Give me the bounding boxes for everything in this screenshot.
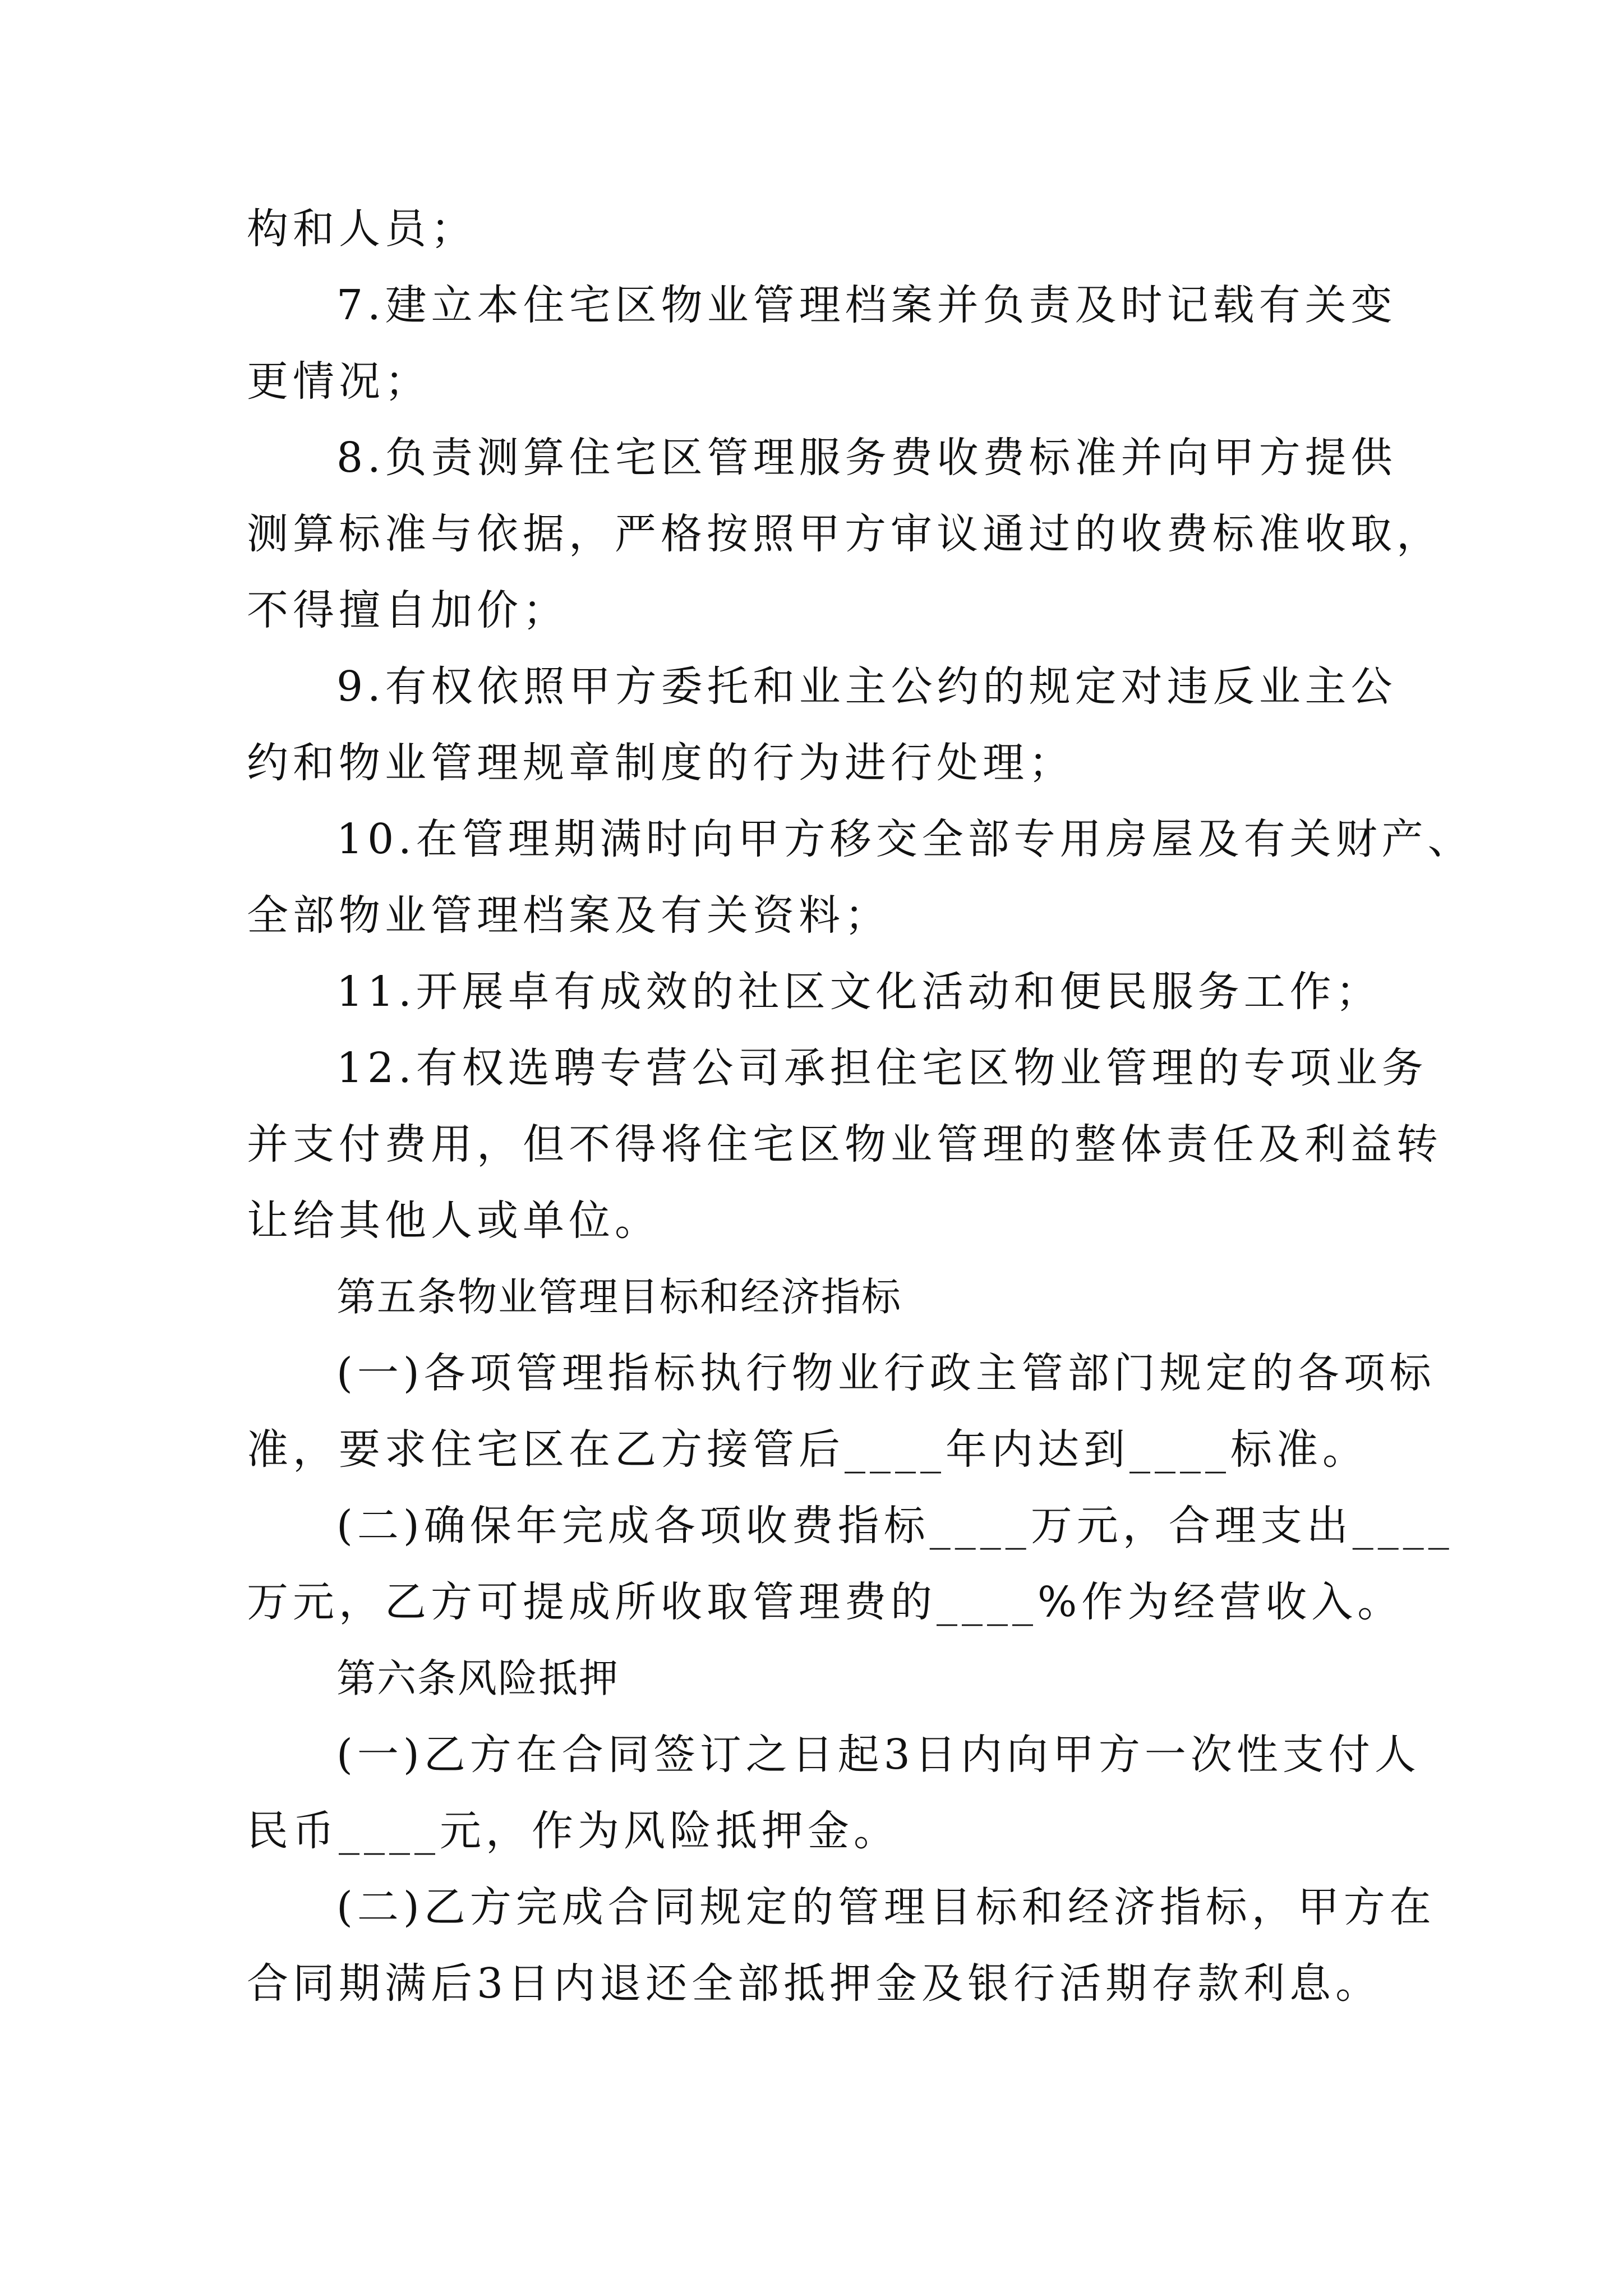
text-line: 更情况； — [247, 357, 431, 406]
text-line: 并支付费用，但不得将住宅区物业管理的整体责任及利益转 — [247, 1120, 1442, 1168]
text-line: 合同期满后3日内退还全部抵押金及银行活期存款利息。 — [247, 1959, 1382, 2008]
text-line: 不得擅自加价； — [247, 586, 569, 634]
text-line: 准，要求住宅区在乙方接管后____年内达到____标准。 — [247, 1425, 1368, 1474]
text-line: 构和人员； — [247, 205, 477, 253]
document-body — [247, 191, 1474, 2022]
text-line: 测算标准与依据，严格按照甲方审议通过的收费标准收取， — [247, 510, 1442, 558]
section-heading: 第五条物业管理目标和经济指标 — [336, 1274, 902, 1320]
text-line: 民币____元，作为风险抵押金。 — [247, 1807, 900, 1855]
text-line: 12.有权选聘专营公司承担住宅区物业管理的专项业务 — [336, 1044, 1428, 1092]
section-heading: 第六条风险抵押 — [336, 1655, 619, 1701]
text-line: 万元，乙方可提成所收取管理费的____%作为经营收入。 — [247, 1578, 1404, 1626]
text-line: 11.开展卓有成效的社区文化活动和便民服务工作； — [336, 968, 1382, 1016]
text-line: 让给其他人或单位。 — [247, 1197, 661, 1245]
text-line: 7.建立本住宅区物业管理档案并负责及时记载有关变 — [336, 281, 1397, 329]
text-line: (二)确保年完成各项收费指标____万元，合理支出____ — [336, 1502, 1454, 1550]
text-line: (一)各项管理指标执行物业行政主管部门规定的各项标 — [336, 1349, 1436, 1397]
text-line: (一)乙方在合同签订之日起3日内向甲方一次性支付人 — [336, 1731, 1421, 1779]
text-line: 约和物业管理规章制度的行为进行处理； — [247, 739, 1075, 787]
text-line: (二)乙方完成合同规定的管理目标和经济指标，甲方在 — [336, 1883, 1436, 1931]
text-line: 9.有权依照甲方委托和业主公约的规定对违反业主公 — [336, 662, 1397, 711]
text-line: 10.在管理期满时向甲方移交全部专用房屋及有关财产、 — [336, 815, 1474, 863]
text-line: 8.负责测算住宅区管理服务费收费标准并向甲方提供 — [336, 434, 1397, 482]
text-line: 全部物业管理档案及有关资料； — [247, 891, 891, 940]
